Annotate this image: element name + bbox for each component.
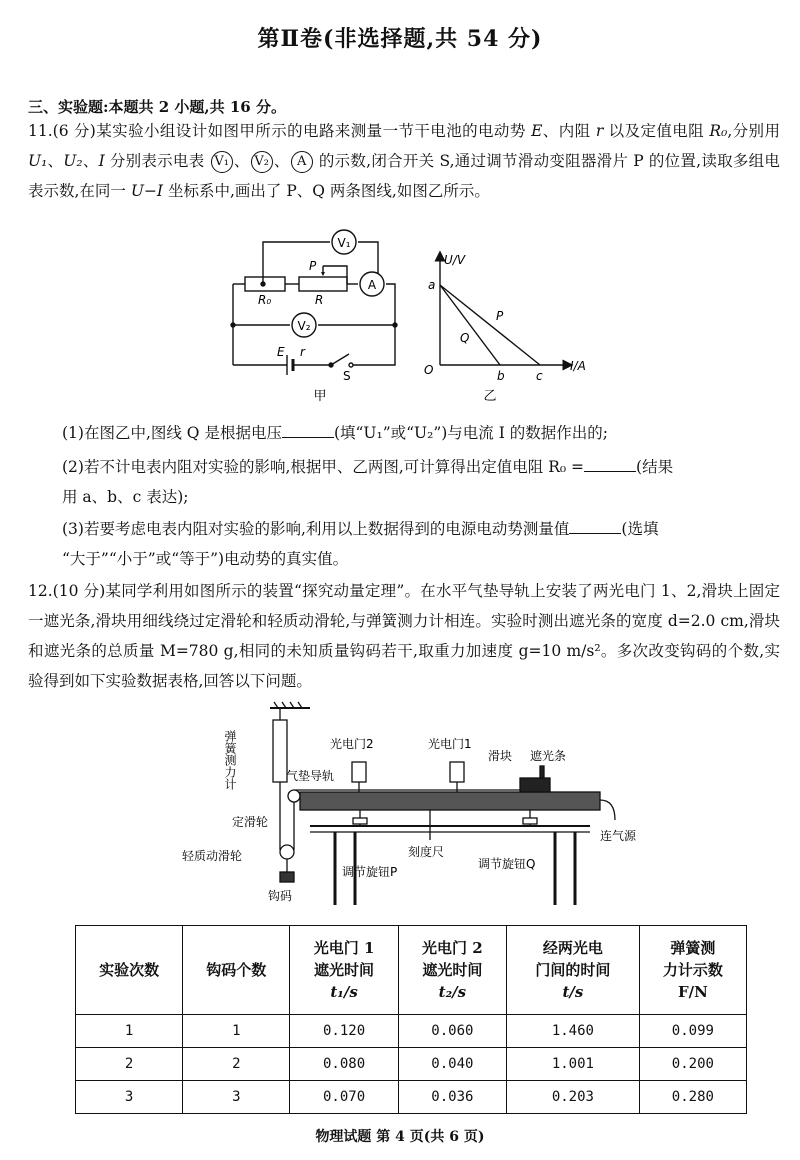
q11-sep: 、 [82,152,99,170]
slider-arrow-icon [321,272,325,276]
q11-sub3-text2: (选填 [621,520,659,538]
header-line: 遮光时间 [314,961,375,979]
table-row [76,1048,747,1081]
section-heading: 三、实验题:本题共 2 小题,共 16 分。 [28,98,286,116]
table-cell: 0.200 [639,1048,746,1081]
r-label: R [315,293,324,307]
header-line: t₂/s [438,983,467,1001]
q11-sub3-text: (3)若要考虑电表内阻对实验的影响,利用以上数据得到的电源电动势测量值 [62,520,570,538]
voltmeter1-icon: V₁ [211,151,233,173]
a-label: A [367,278,377,292]
s-label: S [343,369,351,383]
data-table [75,925,747,1114]
table-cell: 0.036 [398,1081,506,1114]
gate1-label: 光电门1 [428,737,472,751]
q11-text-b: 以及定值电阻 [608,122,705,140]
header-line: F/N [677,983,708,1001]
header-line: 经两光电 [542,939,603,957]
table-cell: 0.120 [290,1015,398,1048]
table-cell: 3 [183,1081,290,1114]
line-q-label: Q [460,331,470,345]
header-cell [507,926,640,1015]
header-line: 力计示数 [662,961,723,979]
v1-label: V₁ [337,236,351,250]
table-cell: 0.280 [639,1081,746,1114]
q11-emf-symbol: E [531,122,543,140]
q11-number: 11. [28,122,53,140]
ammeter-icon: A [291,151,313,173]
voltmeter2-icon: V₂ [251,151,273,173]
apparatus-figure [160,700,650,915]
header-line: t₁/s [330,983,358,1001]
r0-label: R₀ [258,293,272,307]
q12-number: 12. [28,582,53,600]
q11-i-symbol: I [98,152,105,170]
header-cell [76,926,183,1015]
table-cell: 0.080 [290,1048,398,1081]
header-line: t/s [562,983,584,1001]
q11-r-symbol: r [595,122,604,140]
header-line: 钩码个数 [206,961,267,979]
q11-u1-symbol: U₁ [28,152,48,170]
q11-sep: 、 [47,152,64,170]
slider-label: 滑块 [488,749,513,763]
header-line: 弹簧测 [670,939,716,957]
answer-blank[interactable] [584,457,636,472]
p-label: P [309,259,317,273]
q11-sub1 [28,418,800,448]
q11-intro: 11.(6 分)某实验小组设计如图甲所示的电路来测量一节干电池的电动势 E、内阻 r 以及定值电阻 R₀,分别用 U₁、U₂、I 分别表示电表 V₁ 、 V₂ 、 A 的示数,闭合开关 S,通过调节滑动变阻器滑片 P 的位置,读取多组电表示数,在同一 U−I 坐标系中,画出了 P、Q 两条图线,如图乙所示。 [28,122,780,200]
table-row [76,1081,747,1114]
r-internal-label: r [300,345,305,359]
answer-blank[interactable] [282,423,334,438]
q11-text-c: ,分别用 [727,122,780,140]
table-cell: 1 [76,1015,183,1048]
q11-text-f: 坐标系中,画出了 P、Q 两条图线,如图乙所示。 [168,182,490,200]
table-cell: 1.460 [507,1015,640,1048]
origin-label: O [424,363,434,377]
fig-yi-caption: 乙 [483,389,497,404]
header-line: 门间的时间 [535,961,611,979]
table-cell: 0.099 [639,1015,746,1048]
shade-label: 遮光条 [530,749,567,763]
header-cell [398,926,506,1015]
q11-r0-symbol: R₀ [709,122,728,140]
header-line: 光电门 1 [313,939,375,957]
q11-sub3 [28,514,800,574]
page-footer: 物理试题 第 4 页(共 6 页) [315,1129,485,1145]
fig-jia-caption: 甲 [313,389,327,404]
header-cell [639,926,746,1015]
table-header-row [76,926,747,1015]
table-cell: 0.203 [507,1081,640,1114]
table-cell: 0.060 [398,1015,506,1048]
table-row [76,1015,747,1048]
q11-text-a: 某实验小组设计如图甲所示的电路来测量一节干电池的电动势 [95,122,526,140]
q11-text-e: 的示数,闭合开关 S,通过调节滑动变阻器滑片 P 的位置,读取多组电表示数,在同一 [28,152,780,200]
v2-label: V₂ [297,319,311,333]
spring-scale-label: 弹簧测力计 [223,730,237,790]
header-line: 遮光时间 [422,961,483,979]
ui-graph [418,250,598,410]
header-cell [290,926,398,1015]
header-line: 实验次数 [99,961,160,979]
q12-points: (10 分) [52,582,106,600]
air-source-label: 连气源 [600,829,637,843]
q12-intro [28,576,780,696]
e-label: E [277,345,285,359]
circuit-diagram [225,222,405,408]
table-cell: 1.001 [507,1048,640,1081]
answer-blank[interactable] [569,519,621,534]
fixed-pulley-label: 定滑轮 [232,815,269,829]
table-cell: 0.040 [398,1048,506,1081]
q11-sub2-text2: (结果 [636,458,674,476]
section-title: 第Ⅱ卷(非选择题,共 54 分) [257,26,543,52]
weights-label: 钩码 [268,889,293,903]
x-axis-label: I/A [570,359,586,373]
air-track-label: 气垫导轨 [286,769,335,783]
table-cell: 3 [76,1081,183,1114]
table-cell: 0.070 [290,1081,398,1114]
line-p-label: P [496,309,504,323]
y-axis-label: U/V [444,253,466,267]
header-cell [183,926,290,1015]
q11-sub1-text: (1)在图乙中,图线 Q 是根据电压 [62,424,282,442]
point-b-label: b [497,369,505,383]
q11-sub2 [28,452,800,512]
q11-u2-symbol: U₂ [63,152,83,170]
q11-points: (6 分) [52,122,96,140]
gate2-label: 光电门2 [330,737,374,751]
header-line: 光电门 2 [422,939,483,957]
table-cell: 2 [183,1048,290,1081]
point-c-label: c [536,369,543,383]
q11-sub3-text3: “大于”“小于”或“等于”)电动势的真实值。 [62,550,349,568]
q11-sep: 、内阻 [542,122,591,140]
q11-ui-symbol: U−I [130,182,164,200]
q12-text: 某同学利用如图所示的装置“探究动量定理”。在水平气垫导轨上安装了两光电门 1、2,滑块上固定一遮光条,滑块用细线绕过定滑轮和轻质动滑轮,与弹簧测力计相连。实验时测出遮光条的宽度 d=2.0 cm,滑块和遮光条的总质量 M=780 g,相同的未知质量钩码若干,取重力加速度 g=10 m/s²。多次改变钩码的个数,实验得到如下实验数据表格,回答以下问题。 [28,582,780,690]
table-cell: 1 [183,1015,290,1048]
point-a-label: a [428,278,436,292]
knob-q-label: 调节旋钮Q [478,857,536,871]
q11-sub2-text3: 用 a、b、c 表达); [62,488,189,506]
q11-sub1-text2: (填“U₁”或“U₂”)与电流 I 的数据作出的; [333,424,608,442]
table-cell: 2 [76,1048,183,1081]
ruler-label: 刻度尺 [408,845,445,859]
movable-pulley-label: 轻质动滑轮 [182,849,243,863]
q11-sub2-text: (2)若不计电表内阻对实验的影响,根据甲、乙两图,可计算得出定值电阻 R₀ = [62,458,585,476]
q11-text-d: 分别表示电表 [109,152,205,170]
knob-p-label: 调节旋钮P [342,865,398,879]
